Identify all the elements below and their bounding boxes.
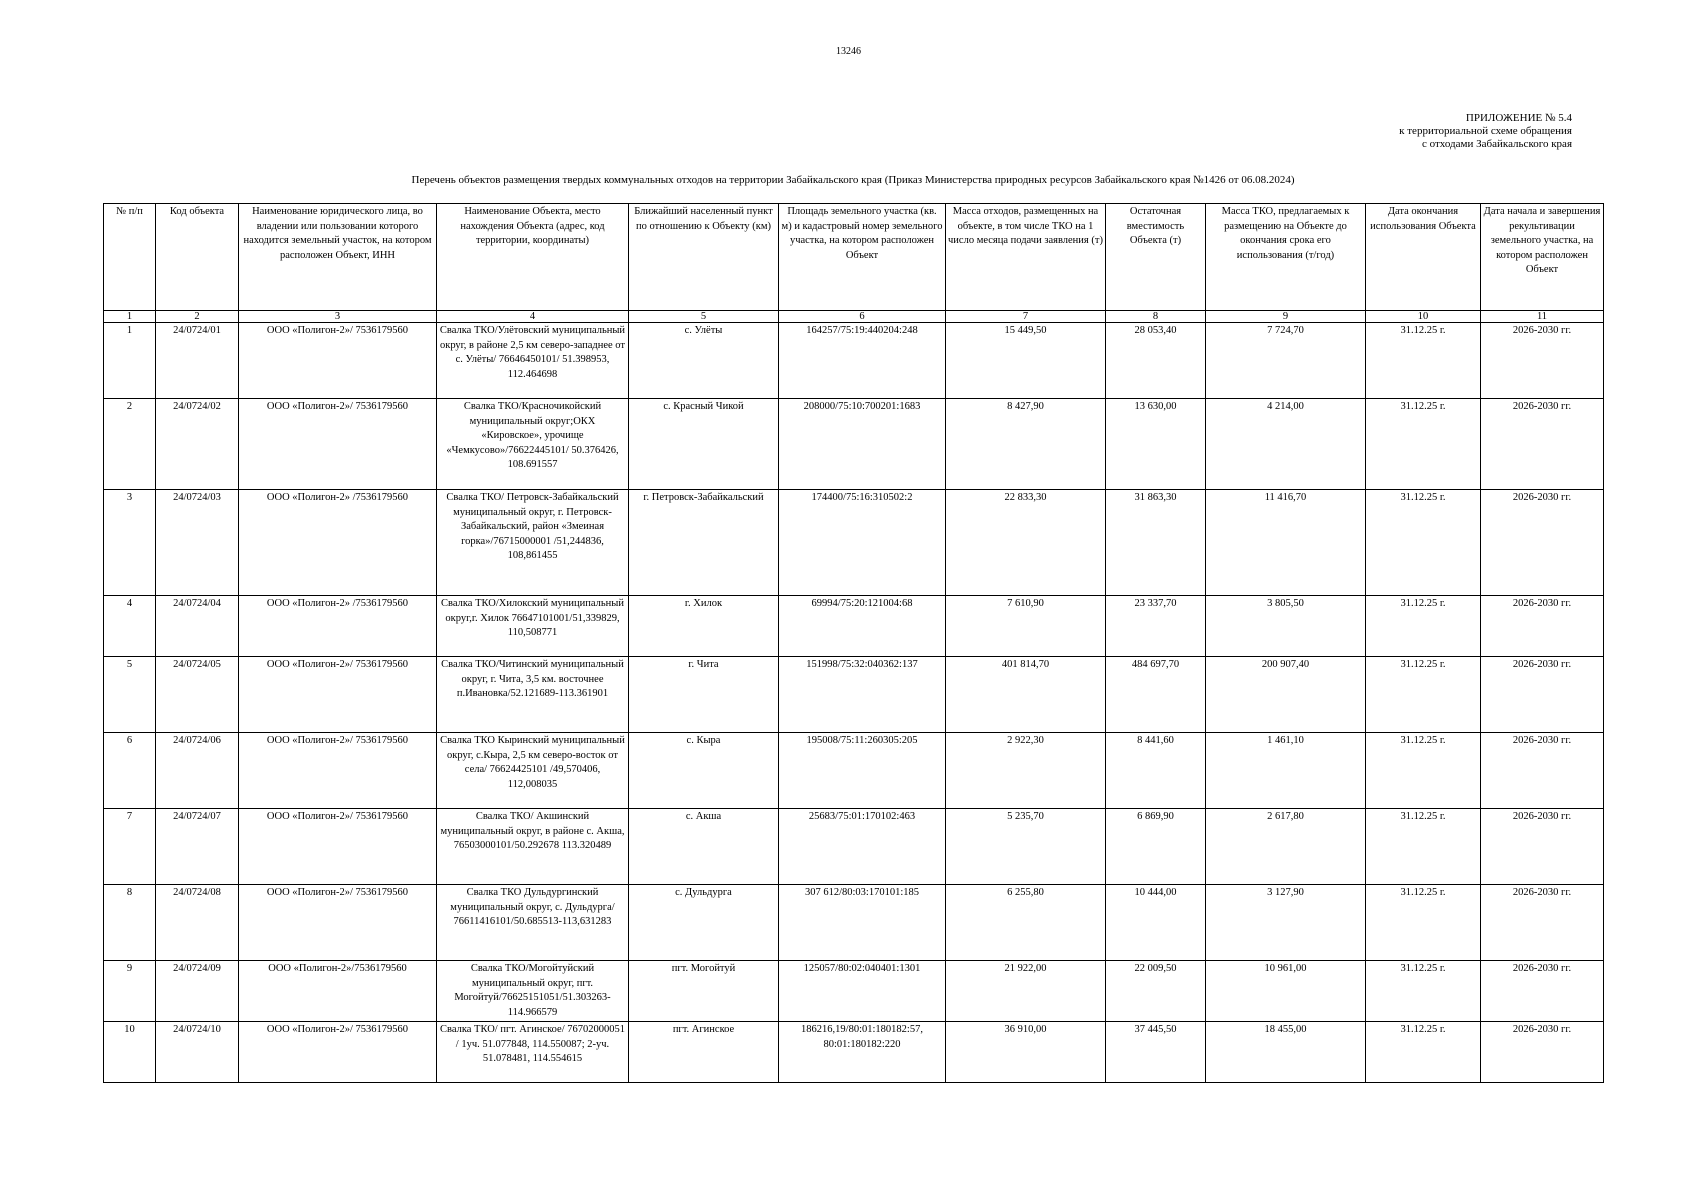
column-number: 9 <box>1206 311 1366 323</box>
cell-object-location: Свалка ТКО/ Акшинский муниципальный округ, в районе с. Акша, 76503000101/50.292678 113.320489 <box>437 809 629 885</box>
cell-object-code: 24/0724/04 <box>156 596 239 657</box>
cell-land-area-cadastral: 307 612/80:03:170101:185 <box>779 885 946 961</box>
column-number: 2 <box>156 311 239 323</box>
cell-land-area-cadastral: 151998/75:32:040362:137 <box>779 657 946 733</box>
cell-end-date: 31.12.25 г. <box>1366 1022 1481 1083</box>
cell-planned-mass: 11 416,70 <box>1206 490 1366 596</box>
cell-planned-mass: 4 214,00 <box>1206 399 1366 490</box>
cell-object-code: 24/0724/05 <box>156 657 239 733</box>
cell-legal-entity: ООО «Полигон-2» /7536179560 <box>239 490 437 596</box>
column-number: 8 <box>1106 311 1206 323</box>
column-number-row <box>104 311 1604 323</box>
column-header: Дата окончания использования Объекта <box>1366 204 1481 311</box>
cell-end-date: 31.12.25 г. <box>1366 596 1481 657</box>
cell-legal-entity: ООО «Полигон-2»/7536179560 <box>239 961 437 1022</box>
cell-object-location: Свалка ТКО Кыринский муниципальный округ, с.Кыра, 2,5 км северо-восток от села/ 76624425101 /49,570406, 112,008035 <box>437 733 629 809</box>
cell-waste-mass: 8 427,90 <box>946 399 1106 490</box>
cell-waste-mass: 7 610,90 <box>946 596 1106 657</box>
column-header: Код объекта <box>156 204 239 311</box>
cell-end-date: 31.12.25 г. <box>1366 961 1481 1022</box>
cell-object-location: Свалка ТКО/Красночикойский муниципальный округ;ОКХ «Кировское», урочище «Чемкусово»/76622445101/ 50.376426, 108.691557 <box>437 399 629 490</box>
cell-index: 3 <box>104 490 156 596</box>
cell-planned-mass: 7 724,70 <box>1206 323 1366 399</box>
cell-residual-capacity: 6 869,90 <box>1106 809 1206 885</box>
cell-legal-entity: ООО «Полигон-2»/ 7536179560 <box>239 1022 437 1083</box>
column-header: № п/п <box>104 204 156 311</box>
cell-reclamation-period: 2026-2030 гг. <box>1481 490 1604 596</box>
cell-nearest-settlement: с. Улёты <box>629 323 779 399</box>
cell-legal-entity: ООО «Полигон-2»/ 7536179560 <box>239 885 437 961</box>
column-header: Остаточная вместимость Объекта (т) <box>1106 204 1206 311</box>
column-number: 6 <box>779 311 946 323</box>
cell-index: 8 <box>104 885 156 961</box>
column-header: Ближайший населенный пункт по отношению к Объекту (км) <box>629 204 779 311</box>
cell-waste-mass: 22 833,30 <box>946 490 1106 596</box>
cell-index: 6 <box>104 733 156 809</box>
cell-planned-mass: 200 907,40 <box>1206 657 1366 733</box>
cell-waste-mass: 21 922,00 <box>946 961 1106 1022</box>
cell-nearest-settlement: с. Дульдурга <box>629 885 779 961</box>
appendix-header <box>1312 112 1572 151</box>
cell-object-code: 24/0724/03 <box>156 490 239 596</box>
cell-land-area-cadastral: 25683/75:01:170102:463 <box>779 809 946 885</box>
cell-residual-capacity: 10 444,00 <box>1106 885 1206 961</box>
cell-index: 4 <box>104 596 156 657</box>
table-row <box>104 885 1604 961</box>
table-header-row <box>104 204 1604 311</box>
cell-residual-capacity: 8 441,60 <box>1106 733 1206 809</box>
cell-planned-mass: 3 127,90 <box>1206 885 1366 961</box>
cell-reclamation-period: 2026-2030 гг. <box>1481 596 1604 657</box>
appendix-line-3: с отходами Забайкальского края <box>1422 138 1572 150</box>
column-number: 1 <box>104 311 156 323</box>
cell-object-code: 24/0724/10 <box>156 1022 239 1083</box>
column-number: 11 <box>1481 311 1604 323</box>
cell-land-area-cadastral: 125057/80:02:040401:1301 <box>779 961 946 1022</box>
column-header: Наименование юридического лица, во владении или пользовании которого находится земельный участок, на котором расположен Объект, ИНН <box>239 204 437 311</box>
cell-reclamation-period: 2026-2030 гг. <box>1481 657 1604 733</box>
table-row <box>104 490 1604 596</box>
table-row <box>104 596 1604 657</box>
table-row <box>104 733 1604 809</box>
column-header: Масса отходов, размещенных на объекте, в том числе ТКО на 1 число месяца подачи заявления (т) <box>946 204 1106 311</box>
table-row <box>104 961 1604 1022</box>
cell-object-location: Свалка ТКО Дульдургинский муниципальный округ, с. Дульдурга/ 76611416101/50.685513-113,631283 <box>437 885 629 961</box>
cell-land-area-cadastral: 186216,19/80:01:180182:57, 80:01:180182:220 <box>779 1022 946 1083</box>
cell-residual-capacity: 28 053,40 <box>1106 323 1206 399</box>
cell-land-area-cadastral: 69994/75:20:121004:68 <box>779 596 946 657</box>
table-row <box>104 809 1604 885</box>
column-number: 4 <box>437 311 629 323</box>
cell-land-area-cadastral: 164257/75:19:440204:248 <box>779 323 946 399</box>
cell-waste-mass: 2 922,30 <box>946 733 1106 809</box>
cell-reclamation-period: 2026-2030 гг. <box>1481 961 1604 1022</box>
table-row <box>104 1022 1604 1083</box>
cell-planned-mass: 2 617,80 <box>1206 809 1366 885</box>
cell-residual-capacity: 37 445,50 <box>1106 1022 1206 1083</box>
cell-residual-capacity: 22 009,50 <box>1106 961 1206 1022</box>
cell-index: 7 <box>104 809 156 885</box>
cell-legal-entity: ООО «Полигон-2»/ 7536179560 <box>239 323 437 399</box>
table-row <box>104 657 1604 733</box>
cell-reclamation-period: 2026-2030 гг. <box>1481 1022 1604 1083</box>
cell-end-date: 31.12.25 г. <box>1366 399 1481 490</box>
column-header: Масса ТКО, предлагаемых к размещению на Объекте до окончания срока его использования (т/год) <box>1206 204 1366 311</box>
cell-reclamation-period: 2026-2030 гг. <box>1481 809 1604 885</box>
cell-reclamation-period: 2026-2030 гг. <box>1481 399 1604 490</box>
cell-legal-entity: ООО «Полигон-2»/ 7536179560 <box>239 733 437 809</box>
cell-waste-mass: 401 814,70 <box>946 657 1106 733</box>
waste-objects-table <box>103 203 1604 1083</box>
appendix-line-1: ПРИЛОЖЕНИЕ № 5.4 <box>1465 112 1572 124</box>
cell-waste-mass: 36 910,00 <box>946 1022 1106 1083</box>
cell-planned-mass: 10 961,00 <box>1206 961 1366 1022</box>
cell-residual-capacity: 484 697,70 <box>1106 657 1206 733</box>
document-title: Перечень объектов размещения твердых коммунальных отходов на территории Забайкальского края (Приказ Министерства природных ресурсов Забайкальского края №1426 от 06.08.2024) <box>411 174 1295 186</box>
cell-nearest-settlement: г. Чита <box>629 657 779 733</box>
column-number: 3 <box>239 311 437 323</box>
cell-residual-capacity: 23 337,70 <box>1106 596 1206 657</box>
column-header: Дата начала и завершения рекультивации земельного участка, на котором расположен Объект <box>1481 204 1604 311</box>
cell-legal-entity: ООО «Полигон-2»/ 7536179560 <box>239 809 437 885</box>
cell-planned-mass: 18 455,00 <box>1206 1022 1366 1083</box>
page-number: 13246 <box>836 46 861 57</box>
column-number: 7 <box>946 311 1106 323</box>
cell-index: 10 <box>104 1022 156 1083</box>
cell-object-location: Свалка ТКО/Улётовский муниципальный округ, в районе 2,5 км северо-западнее от с. Улёты/ 76646450101/ 51.398953, 112.464698 <box>437 323 629 399</box>
cell-residual-capacity: 13 630,00 <box>1106 399 1206 490</box>
cell-end-date: 31.12.25 г. <box>1366 323 1481 399</box>
column-header: Площадь земельного участка (кв. м) и кадастровый номер земельного участка, на котором расположен Объект <box>779 204 946 311</box>
cell-reclamation-period: 2026-2030 гг. <box>1481 323 1604 399</box>
cell-end-date: 31.12.25 г. <box>1366 809 1481 885</box>
cell-waste-mass: 5 235,70 <box>946 809 1106 885</box>
cell-legal-entity: ООО «Полигон-2»/ 7536179560 <box>239 657 437 733</box>
cell-legal-entity: ООО «Полигон-2»/ 7536179560 <box>239 399 437 490</box>
cell-index: 9 <box>104 961 156 1022</box>
cell-planned-mass: 3 805,50 <box>1206 596 1366 657</box>
cell-nearest-settlement: пгт. Агинское <box>629 1022 779 1083</box>
cell-end-date: 31.12.25 г. <box>1366 885 1481 961</box>
table-row <box>104 323 1604 399</box>
cell-residual-capacity: 31 863,30 <box>1106 490 1206 596</box>
cell-end-date: 31.12.25 г. <box>1366 657 1481 733</box>
cell-waste-mass: 15 449,50 <box>946 323 1106 399</box>
cell-nearest-settlement: с. Кыра <box>629 733 779 809</box>
cell-object-location: Свалка ТКО/Читинский муниципальный округ, г. Чита, 3,5 км. восточнее п.Ивановка/52.121689-113.361901 <box>437 657 629 733</box>
cell-object-code: 24/0724/01 <box>156 323 239 399</box>
cell-nearest-settlement: г. Хилок <box>629 596 779 657</box>
cell-object-code: 24/0724/07 <box>156 809 239 885</box>
cell-legal-entity: ООО «Полигон-2» /7536179560 <box>239 596 437 657</box>
cell-land-area-cadastral: 208000/75:10:700201:1683 <box>779 399 946 490</box>
cell-index: 1 <box>104 323 156 399</box>
cell-object-code: 24/0724/08 <box>156 885 239 961</box>
cell-object-location: Свалка ТКО/ пгт. Агинское/ 76702000051 / 1уч. 51.077848, 114.550087; 2-уч. 51.078481, 114.554615 <box>437 1022 629 1083</box>
column-header: Наименование Объекта, место нахождения Объекта (адрес, код территории, координаты) <box>437 204 629 311</box>
table-row <box>104 399 1604 490</box>
appendix-line-2: к территориальной схеме обращения <box>1399 125 1572 137</box>
column-number: 5 <box>629 311 779 323</box>
cell-object-location: Свалка ТКО/ Петровск-Забайкальский муниципальный округ, г. Петровск-Забайкальский, район «Змеиная горка»/76715000001 /51,244836, 108,861455 <box>437 490 629 596</box>
cell-object-code: 24/0724/06 <box>156 733 239 809</box>
cell-reclamation-period: 2026-2030 гг. <box>1481 733 1604 809</box>
cell-reclamation-period: 2026-2030 гг. <box>1481 885 1604 961</box>
cell-nearest-settlement: пгт. Могойтуй <box>629 961 779 1022</box>
cell-planned-mass: 1 461,10 <box>1206 733 1366 809</box>
cell-object-code: 24/0724/02 <box>156 399 239 490</box>
cell-index: 2 <box>104 399 156 490</box>
column-number: 10 <box>1366 311 1481 323</box>
cell-object-code: 24/0724/09 <box>156 961 239 1022</box>
cell-object-location: Свалка ТКО/Могойтуйский муниципальный округ, пгт. Могойтуй/76625151051/51.303263-114.966579 <box>437 961 629 1022</box>
cell-nearest-settlement: с. Акша <box>629 809 779 885</box>
cell-object-location: Свалка ТКО/Хилокский муниципальный округ,г. Хилок 76647101001/51,339829, 110,508771 <box>437 596 629 657</box>
cell-land-area-cadastral: 174400/75:16:310502:2 <box>779 490 946 596</box>
cell-end-date: 31.12.25 г. <box>1366 733 1481 809</box>
cell-index: 5 <box>104 657 156 733</box>
cell-waste-mass: 6 255,80 <box>946 885 1106 961</box>
cell-land-area-cadastral: 195008/75:11:260305:205 <box>779 733 946 809</box>
cell-nearest-settlement: г. Петровск-Забайкальский <box>629 490 779 596</box>
cell-nearest-settlement: с. Красный Чикой <box>629 399 779 490</box>
cell-end-date: 31.12.25 г. <box>1366 490 1481 596</box>
